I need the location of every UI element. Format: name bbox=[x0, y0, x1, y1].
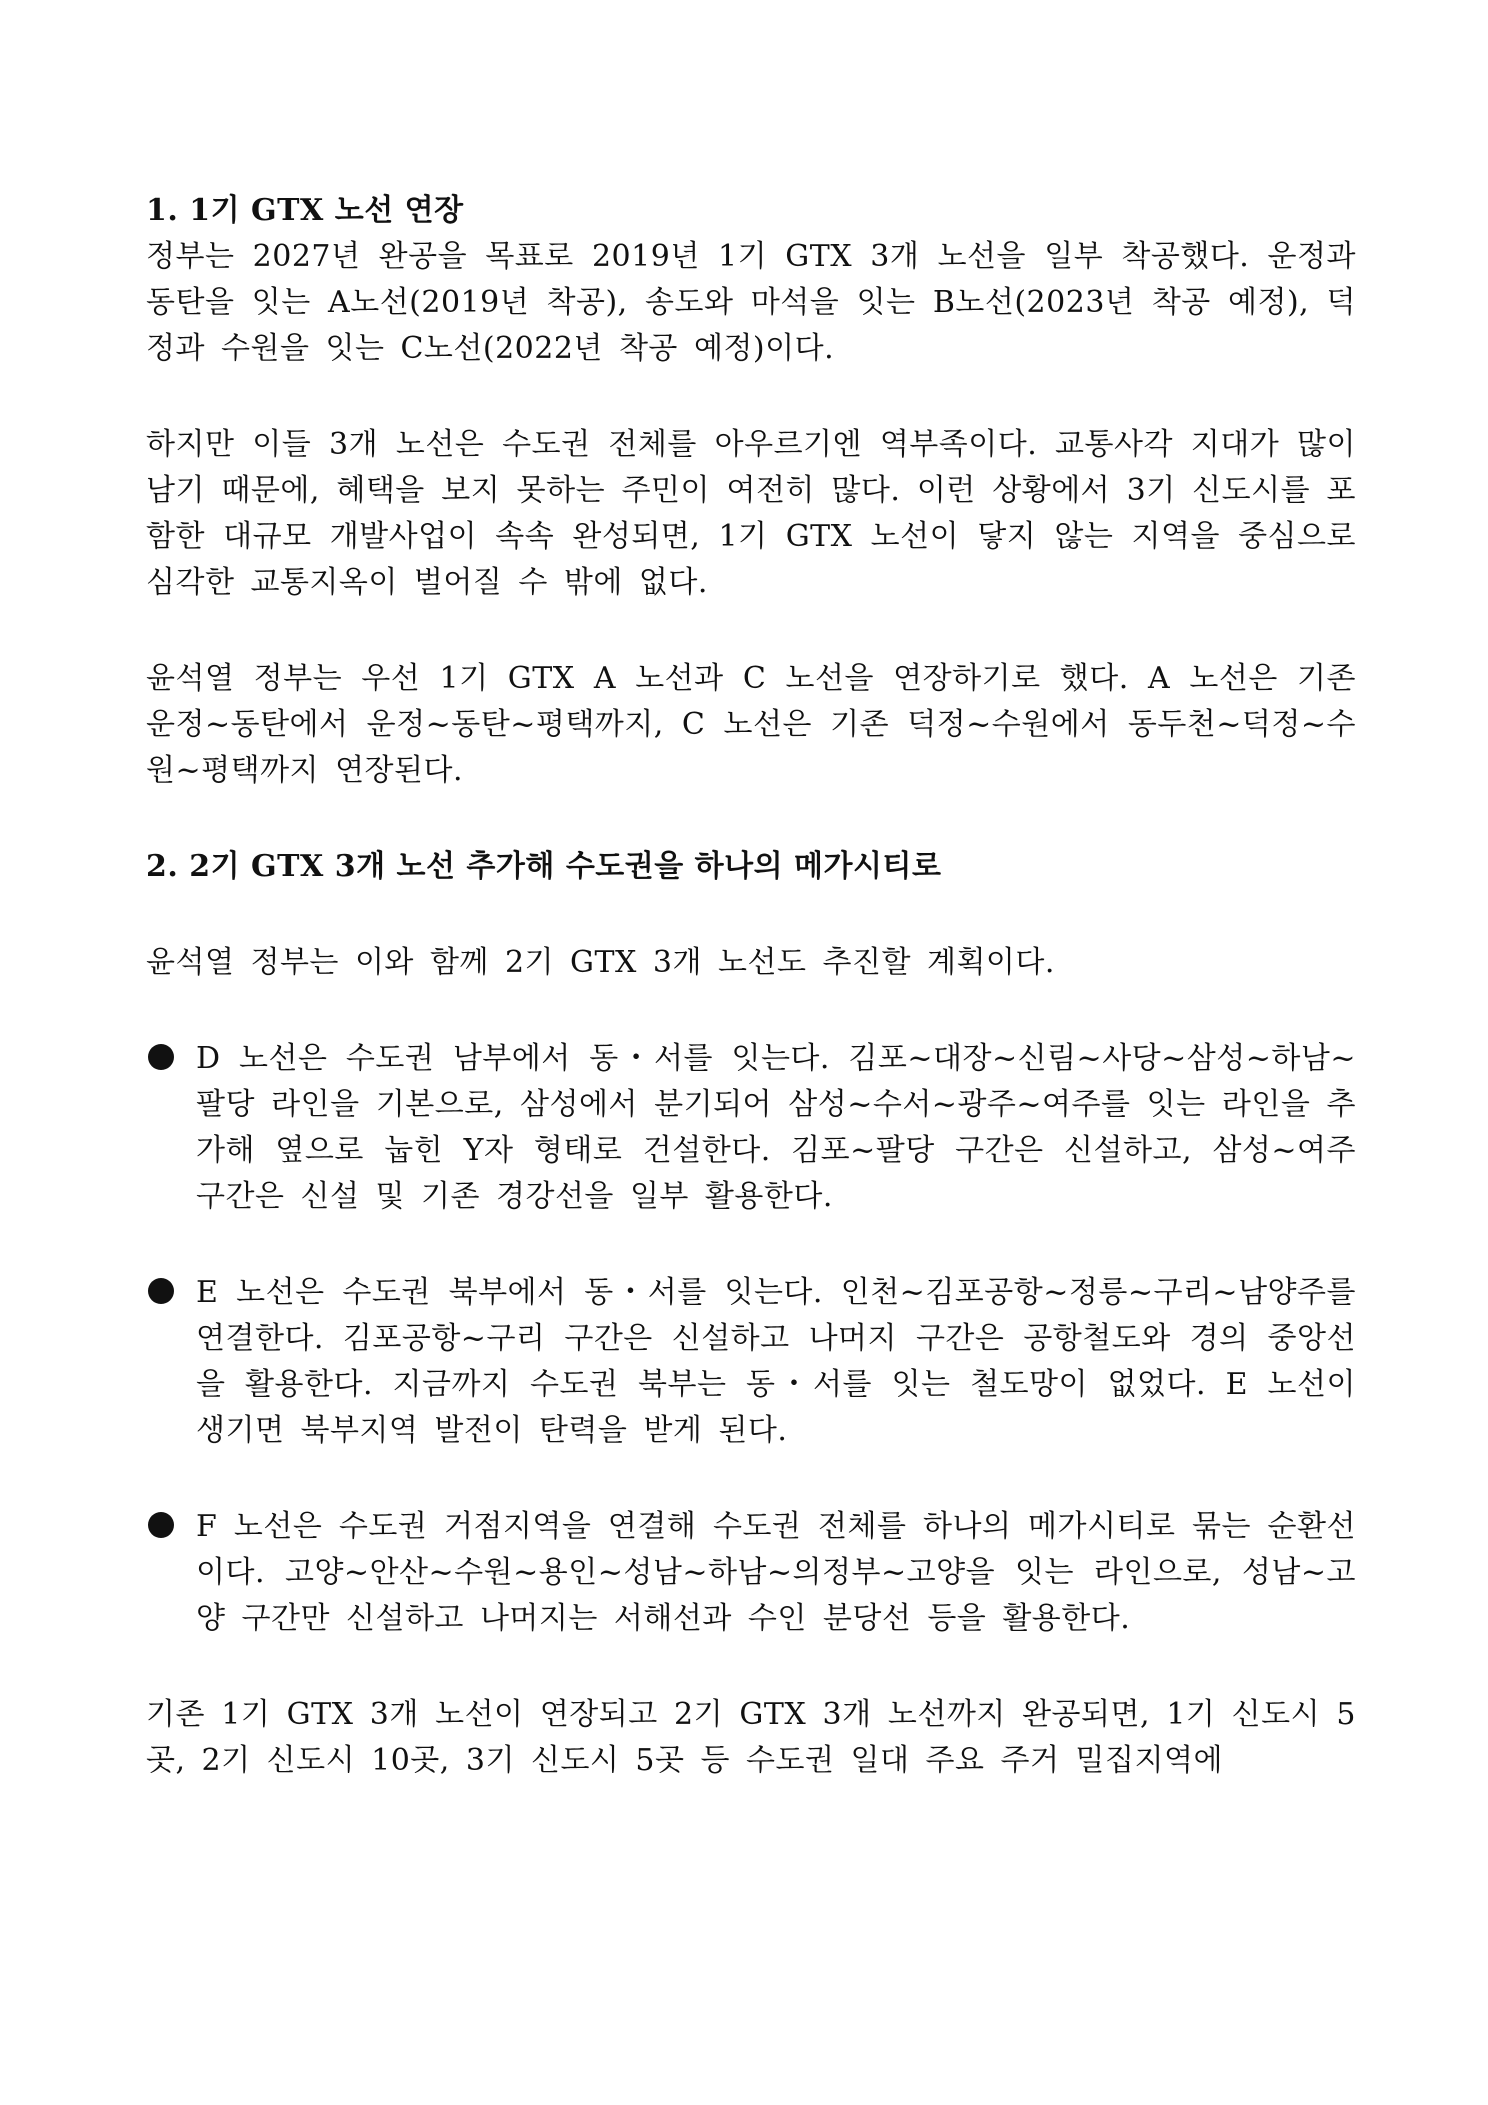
bullet-text: F 노선은 수도권 거점지역을 연결해 수도권 전체를 하나의 메가시티로 묶는 순환선이다. 고양~안산~수원~용인~성남~하남~의정부~고양을 잇는 라인으로, 성남~고양 구간만 신설하고 나머지는 서해선과 수인 분당선 등을 활용한다. bbox=[196, 1509, 1356, 1636]
bullet-text: D 노선은 수도권 남부에서 동・서를 잇는다. 김포~대장~신림~사당~삼성~하남~팔당 라인을 기본으로, 삼성에서 분기되어 삼성~수서~광주~여주를 잇는 라인을 추가해 옆으로 눕힌 Y자 형태로 건설한다. 김포~팔당 구간은 신설하고, 삼성~여주 구간은 신설 및 기존 경강선을 일부 활용한다. bbox=[196, 1041, 1356, 1214]
section2-heading: 2. 2기 GTX 3개 노선 추가해 수도권을 하나의 메가시티로 bbox=[146, 849, 942, 884]
bullet-text: E 노선은 수도권 북부에서 동・서를 잇는다. 인천~김포공항~정릉~구리~남양주를 연결한다. 김포공항~구리 구간은 신설하고 나머지 구간은 공항철도와 경의 중앙선을 활용한다. 지금까지 수도권 북부는 동・서를 잇는 철도망이 없었다. E 노선이 생기면 북부지역 발전이 탄력을 받게 된다. bbox=[196, 1275, 1356, 1448]
bullet-dot-icon bbox=[148, 1512, 174, 1538]
document-page bbox=[146, 188, 1356, 1784]
section1-paragraph-1: 정부는 2027년 완공을 목표로 2019년 1기 GTX 3개 노선을 일부 착공했다. 운정과 동탄을 잇는 A노선(2019년 착공), 송도와 마석을 잇는 B노선(2023년 착공 예정), 덕정과 수원을 잇는 C노선(2022년 착공 예정)이다. bbox=[146, 239, 1356, 366]
section2-closing-paragraph: 기존 1기 GTX 3개 노선이 연장되고 2기 GTX 3개 노선까지 완공되면, 1기 신도시 5곳, 2기 신도시 10곳, 3기 신도시 5곳 등 수도권 일대 주요 주거 밀집지역에 bbox=[146, 1697, 1356, 1778]
section1-paragraph-2: 하지만 이들 3개 노선은 수도권 전체를 아우르기엔 역부족이다. 교통사각 지대가 많이 남기 때문에, 혜택을 보지 못하는 주민이 여전히 많다. 이런 상황에서 3기 신도시를 포함한 대규모 개발사업이 속속 완성되면, 1기 GTX 노선이 닿지 않는 지역을 중심으로 심각한 교통지옥이 벌어질 수 밖에 없다. bbox=[146, 427, 1356, 600]
bullet-item-e-line bbox=[146, 1270, 1356, 1454]
bullet-dot-icon bbox=[148, 1044, 174, 1070]
section1-heading: 1. 1기 GTX 노선 연장 bbox=[146, 193, 464, 228]
bullet-item-f-line bbox=[146, 1504, 1356, 1642]
bullet-item-d-line bbox=[146, 1036, 1356, 1220]
bullet-dot-icon bbox=[148, 1278, 174, 1304]
section2-intro: 윤석열 정부는 이와 함께 2기 GTX 3개 노선도 추진할 계획이다. bbox=[146, 945, 1055, 980]
section1-paragraph-3: 윤석열 정부는 우선 1기 GTX A 노선과 C 노선을 연장하기로 했다. A 노선은 기존 운정~동탄에서 운정~동탄~평택까지, C 노선은 기존 덕정~수원에서 동두천~덕정~수원~평택까지 연장된다. bbox=[146, 661, 1356, 788]
